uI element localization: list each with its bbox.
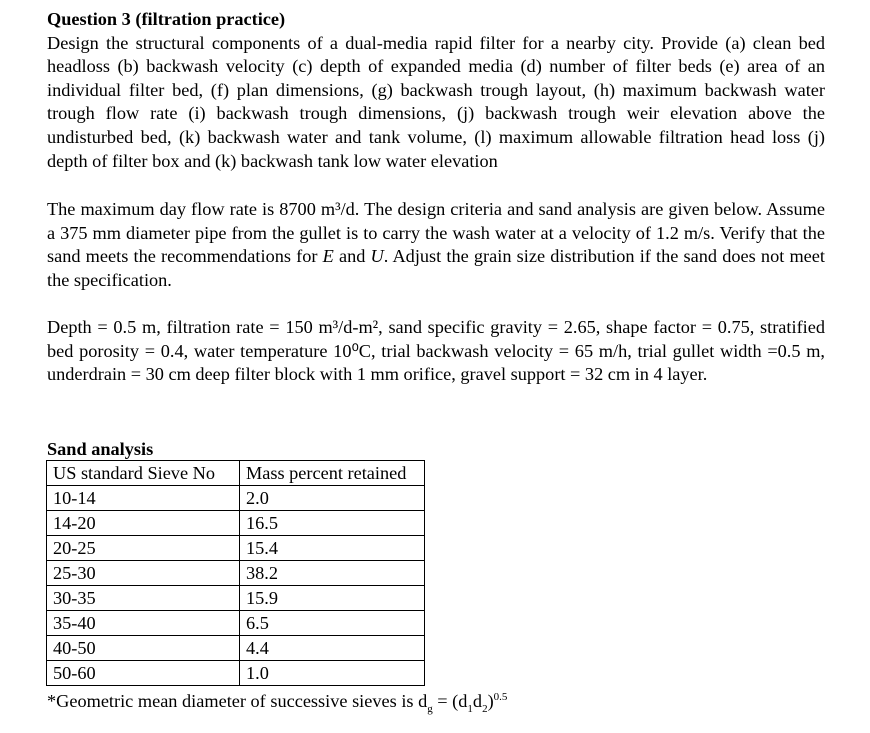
table-row (47, 511, 425, 536)
sieve-cell: 35-40 (47, 611, 240, 636)
exponent: 0.5 (493, 691, 508, 703)
mass-percent-cell: 38.2 (240, 561, 425, 586)
flow-paragraph (47, 198, 825, 292)
footnote (47, 686, 507, 720)
table-row (47, 561, 425, 586)
footnote-text: *Geometric mean diameter of successive sieves is d (47, 691, 428, 712)
sand-analysis-table (46, 460, 425, 686)
sieve-cell: 20-25 (47, 536, 240, 561)
sieve-cell: 40-50 (47, 636, 240, 661)
flow-text: The maximum day flow rate is 8700 m³/d. The design criteria and sand analysis are given below. Assume a 375 mm diameter pipe from the gullet is to carry the wash water at a velocity of 1.2 m/s. Verify that the sand meets the recommendations for (47, 199, 825, 267)
design-criteria-paragraph: Depth = 0.5 m, filtration rate = 150 m³/d-m², sand specific gravity = 2.65, shape factor = 0.75, stratified bed porosity = 0.4, water temperature 10⁰C, trial backwash velocity = 65 m/h, trial gullet width =0.5 m, underdrain = 30 cm deep filter block with 1 mm orifice, gravel support = 32 cm in 4 layer. (47, 317, 825, 385)
sieve-cell: 25-30 (47, 561, 240, 586)
sand-analysis-title: Sand analysis (47, 439, 154, 459)
mass-percent-cell: 1.0 (240, 661, 425, 686)
footnote-eq: = (d (432, 691, 468, 712)
question-title: Question 3 (filtration practice) (47, 9, 286, 29)
footnote-d2: d (472, 691, 483, 712)
question-body: Design the structural components of a dual-media rapid filter for a nearby city. Provide (a) clean bed headloss (b) backwash velocity (c) depth of expanded media (d) number of filter beds (e) area of an individual filter bed, (f) plan dimensions, (g) backwash trough layout, (h) maximum backwash water trough flow rate (i) backwash trough dimensions, (j) backwash trough weir elevation above the undisturbed bed, (k) backwash water and tank volume, (l) maximum allowable filtration head loss (j) depth of filter box and (k) backwash tank low water elevation (47, 32, 825, 171)
question-block (47, 8, 825, 173)
mass-percent-cell: 6.5 (240, 611, 425, 636)
flow-text-end: . Adjust the grain size distribution if the sand does not meet the specification. (47, 246, 825, 290)
table-row (47, 486, 425, 511)
and-text: and (333, 246, 371, 267)
mass-percent-cell: 15.9 (240, 586, 425, 611)
mass-percent-cell: Mass percent retained (240, 461, 425, 486)
sieve-cell: US standard Sieve No (47, 461, 240, 486)
sub-2: 2 (482, 702, 488, 715)
mass-percent-cell: 16.5 (240, 511, 425, 536)
table-row (47, 661, 425, 686)
sieve-cell: 50-60 (47, 661, 240, 686)
table-row (47, 586, 425, 611)
table-header-row (47, 461, 425, 486)
var-e: E (322, 246, 334, 267)
var-u: U (370, 246, 384, 267)
mass-percent-cell: 15.4 (240, 536, 425, 561)
sub-1: 1 (467, 702, 473, 715)
table-row (47, 536, 425, 561)
mass-percent-cell: 2.0 (240, 486, 425, 511)
table-row (47, 611, 425, 636)
sub-g: g (427, 702, 433, 715)
sieve-cell: 10-14 (47, 486, 240, 511)
table-row (47, 636, 425, 661)
footnote-close: ) (487, 691, 494, 712)
mass-percent-cell: 4.4 (240, 636, 425, 661)
sieve-cell: 14-20 (47, 511, 240, 536)
sieve-cell: 30-35 (47, 586, 240, 611)
